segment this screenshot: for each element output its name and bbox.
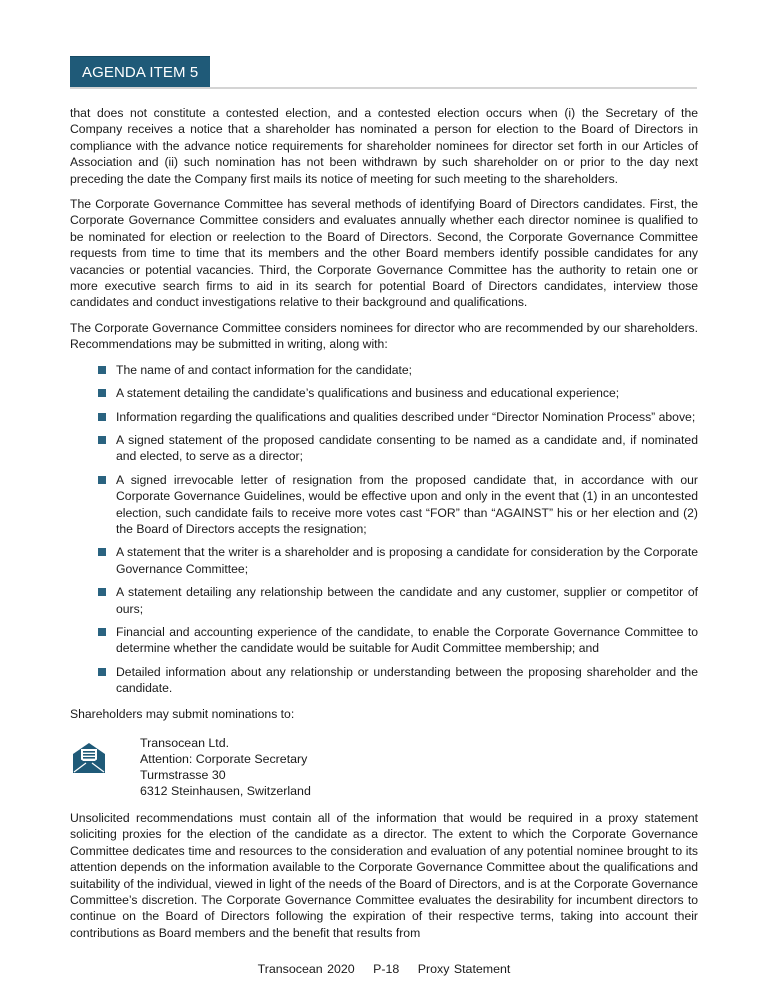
list-item: A statement that the writer is a shareholder and is proposing a candidate for consideration by the Corporate Governance Committee;: [70, 544, 698, 577]
list-item: Financial and accounting experience of the candidate, to enable the Corporate Governance Committee to determine whether the candidate would be suitable for Audit Committee membership; and: [70, 624, 698, 657]
square-bullet-icon: [98, 366, 106, 374]
square-bullet-icon: [98, 476, 106, 484]
square-bullet-icon: [98, 588, 106, 596]
list-item: A signed irrevocable letter of resignation from the proposed candidate that, in accordance with our Corporate Governance Guidelines, would be effective upon and only in the event that (1) in an uncontested election, such candidate fails to receive more votes cast “FOR” than “AGAINST” his or her election and (2) the Board of Directors accepts the resignation;: [70, 472, 698, 538]
recommendation-requirements-list: [70, 362, 698, 697]
paragraph-submit-nominations: Shareholders may submit nominations to:: [70, 706, 295, 721]
list-item: The name of and contact information for the candidate;: [70, 362, 698, 378]
address-company: Transocean Ltd.: [140, 736, 230, 750]
list-item: A signed statement of the proposed candidate consenting to be named as a candidate and, if nominated and elected, to serve as a director;: [70, 432, 698, 465]
square-bullet-icon: [98, 389, 106, 397]
square-bullet-icon: [98, 436, 106, 444]
paragraph-contested-election: that does not constitute a contested election, and a contested election occurs when (i) the Secretary of the Company receives a notice that a shareholder has nominated a person for election to the Board of Directors in compliance with the advance notice requirements for shareholder nominees for director set forth in our Articles of Association and (ii) such nomination has not been withdrawn by such shareholder on or prior to the day next preceding the date the Company first mails its notice of meeting for such meeting to the shareholders.: [70, 106, 698, 186]
paragraph-identification-methods: The Corporate Governance Committee has several methods of identifying Board of Directors candidates. First, the Corporate Governance Committee considers and evaluates annually whether each director nominee is qualified to be nominated for election or reelection to the Board of Directors. Second, the Corporate Governance Committee requests from time to time that its members and the other Board members identify possible candidates for any vacancies or potential vacancies. Third, the Corporate Governance Committee has the authority to retain one or more executive search firms to aid in its search for potential Board of Directors candidates, interview those candidates and conduct investigations relative to their background and qualifications.: [70, 197, 698, 310]
header-divider: [70, 87, 697, 89]
footer-document-title: Proxy Statement: [417, 962, 511, 976]
footer-page-number: P-18: [373, 962, 400, 976]
section-header-tab: AGENDA ITEM 5: [70, 56, 210, 88]
mailing-address-block: [70, 735, 698, 797]
list-item: A statement detailing the candidate’s qualifications and business and educational experience;: [70, 385, 698, 401]
paragraph-unsolicited-recommendations: Unsolicited recommendations must contain all of the information that would be required in a proxy statement soliciting proxies for the election of the candidate as a director. The extent to which the Corporate Governance Committee dedicates time and resources to the consideration and evaluation of any potential nominee brought to its attention depends on the information available to the Corporate Governance Committee about the qualifications and suitability of the individual, viewed in light of the needs of the Board of Directors, and is at the Corporate Governance Committee’s discretion. The Corporate Governance Committee evaluates the desirability for incumbent directors to continue on the Board of Directors following the expiration of their respective terms, taking into account their contributions as Board members and the benefit that results from: [70, 811, 699, 940]
square-bullet-icon: [98, 668, 106, 676]
square-bullet-icon: [98, 413, 106, 421]
paragraph-shareholder-recommendations: The Corporate Governance Committee considers nominees for director who are recommended by our shareholders. Recommendations may be submitted in writing, along with:: [70, 320, 698, 352]
list-item: Information regarding the qualifications and qualities described under “Director Nomination Process” above;: [70, 409, 698, 425]
address-lines: [140, 735, 311, 799]
address-street: Turmstrasse 30: [140, 768, 226, 782]
page-footer: [0, 962, 768, 976]
envelope-open-icon: [73, 743, 105, 773]
square-bullet-icon: [98, 628, 106, 636]
document-body: [70, 105, 698, 950]
address-city-country: 6312 Steinhausen, Switzerland: [140, 784, 311, 798]
list-item: A statement detailing any relationship between the candidate and any customer, supplier or competitor of ours;: [70, 584, 698, 617]
list-item: Detailed information about any relationship or understanding between the proposing shareholder and the candidate.: [70, 664, 698, 697]
footer-company-year: Transocean 2020: [257, 962, 355, 976]
address-attention: Attention: Corporate Secretary: [140, 752, 308, 766]
square-bullet-icon: [98, 548, 106, 556]
